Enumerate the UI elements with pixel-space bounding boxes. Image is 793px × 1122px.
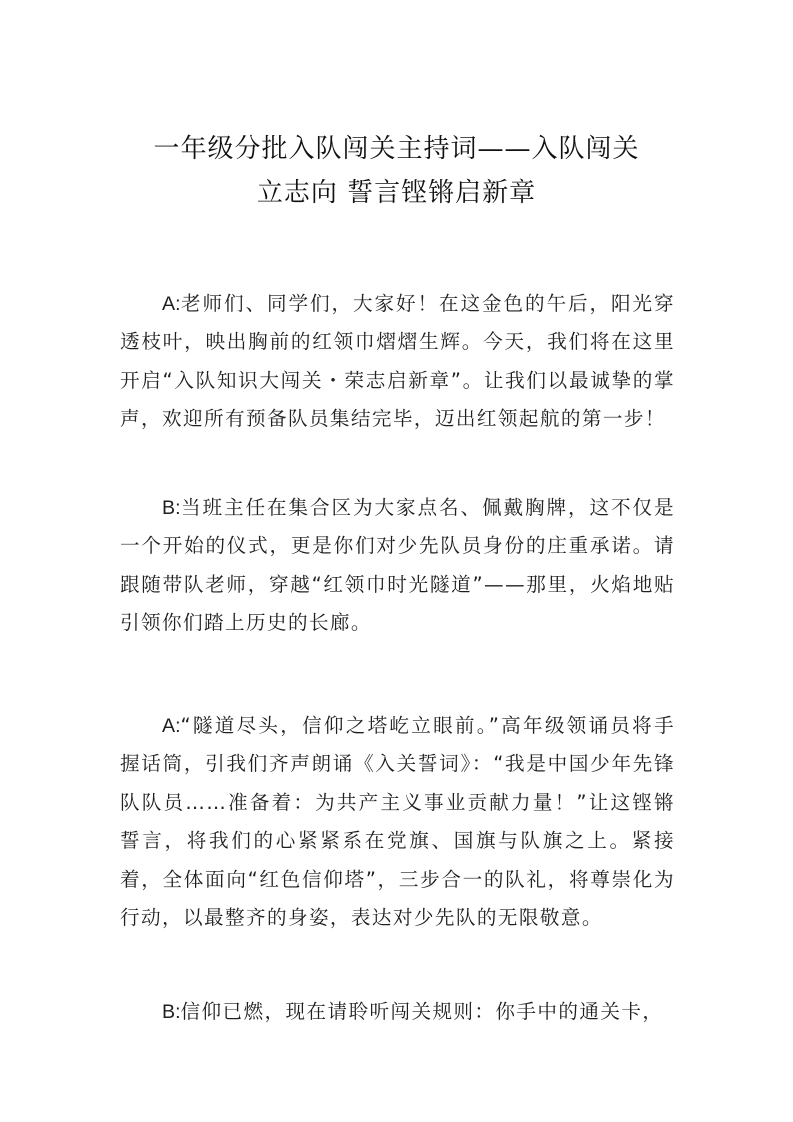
paragraph-text: 当班主任在集合区为大家点名、佩戴胸牌，这不仅是一个开始的仪式，更是你们对少先队员身份的庄重承诺。请跟随带队老师，穿越“红领巾时光隧道”——那里，火焰地贴引领你们踏上历史的长廊。: [120, 496, 675, 635]
paragraph-host-a-2: [120, 707, 675, 937]
speaker-label: A:: [162, 293, 181, 315]
paragraph-text: 信仰已燃，现在请聆听闯关规则：你手中的通关卡，: [180, 1000, 664, 1023]
paragraph-host-b-1: [120, 489, 675, 643]
speaker-label: B:: [162, 497, 181, 519]
document-title-line-1: 一年级分批入队闯关主持词——入队闯关: [153, 134, 640, 164]
paragraph-text: “隧道尽头，信仰之塔屹立眼前。”高年级领诵员将手握话筒，引我们齐声朗诵《入关誓词》：“我是中国少年先锋队队员……准备着：为共产主义事业贡献力量！”让这铿锵誓言，将我们的心紧紧系在党旗、国旗与队旗之上。紧接着，全体面向“红色信仰塔”，三步合一的队礼，将尊崇化为行动，以最整齐的身姿，表达对少先队的无限敬意。: [120, 714, 675, 930]
paragraph-host-b-2: [120, 993, 675, 1031]
paragraph-host-a-1: [120, 285, 675, 439]
paragraph-text: 老师们、同学们，大家好！在这金色的午后，阳光穿透枝叶，映出胸前的红领巾熠熠生辉。今天，我们将在这里开启“入队知识大闯关・荣志启新章”。让我们以最诚挚的掌声，欢迎所有预备队员集结完毕，迈出红领起航的第一步！: [120, 292, 675, 431]
speaker-label: A:: [162, 715, 181, 737]
document-title-line-2: 立志向 誓言铿锵启新章: [256, 178, 537, 208]
speaker-label: B:: [162, 1001, 181, 1023]
